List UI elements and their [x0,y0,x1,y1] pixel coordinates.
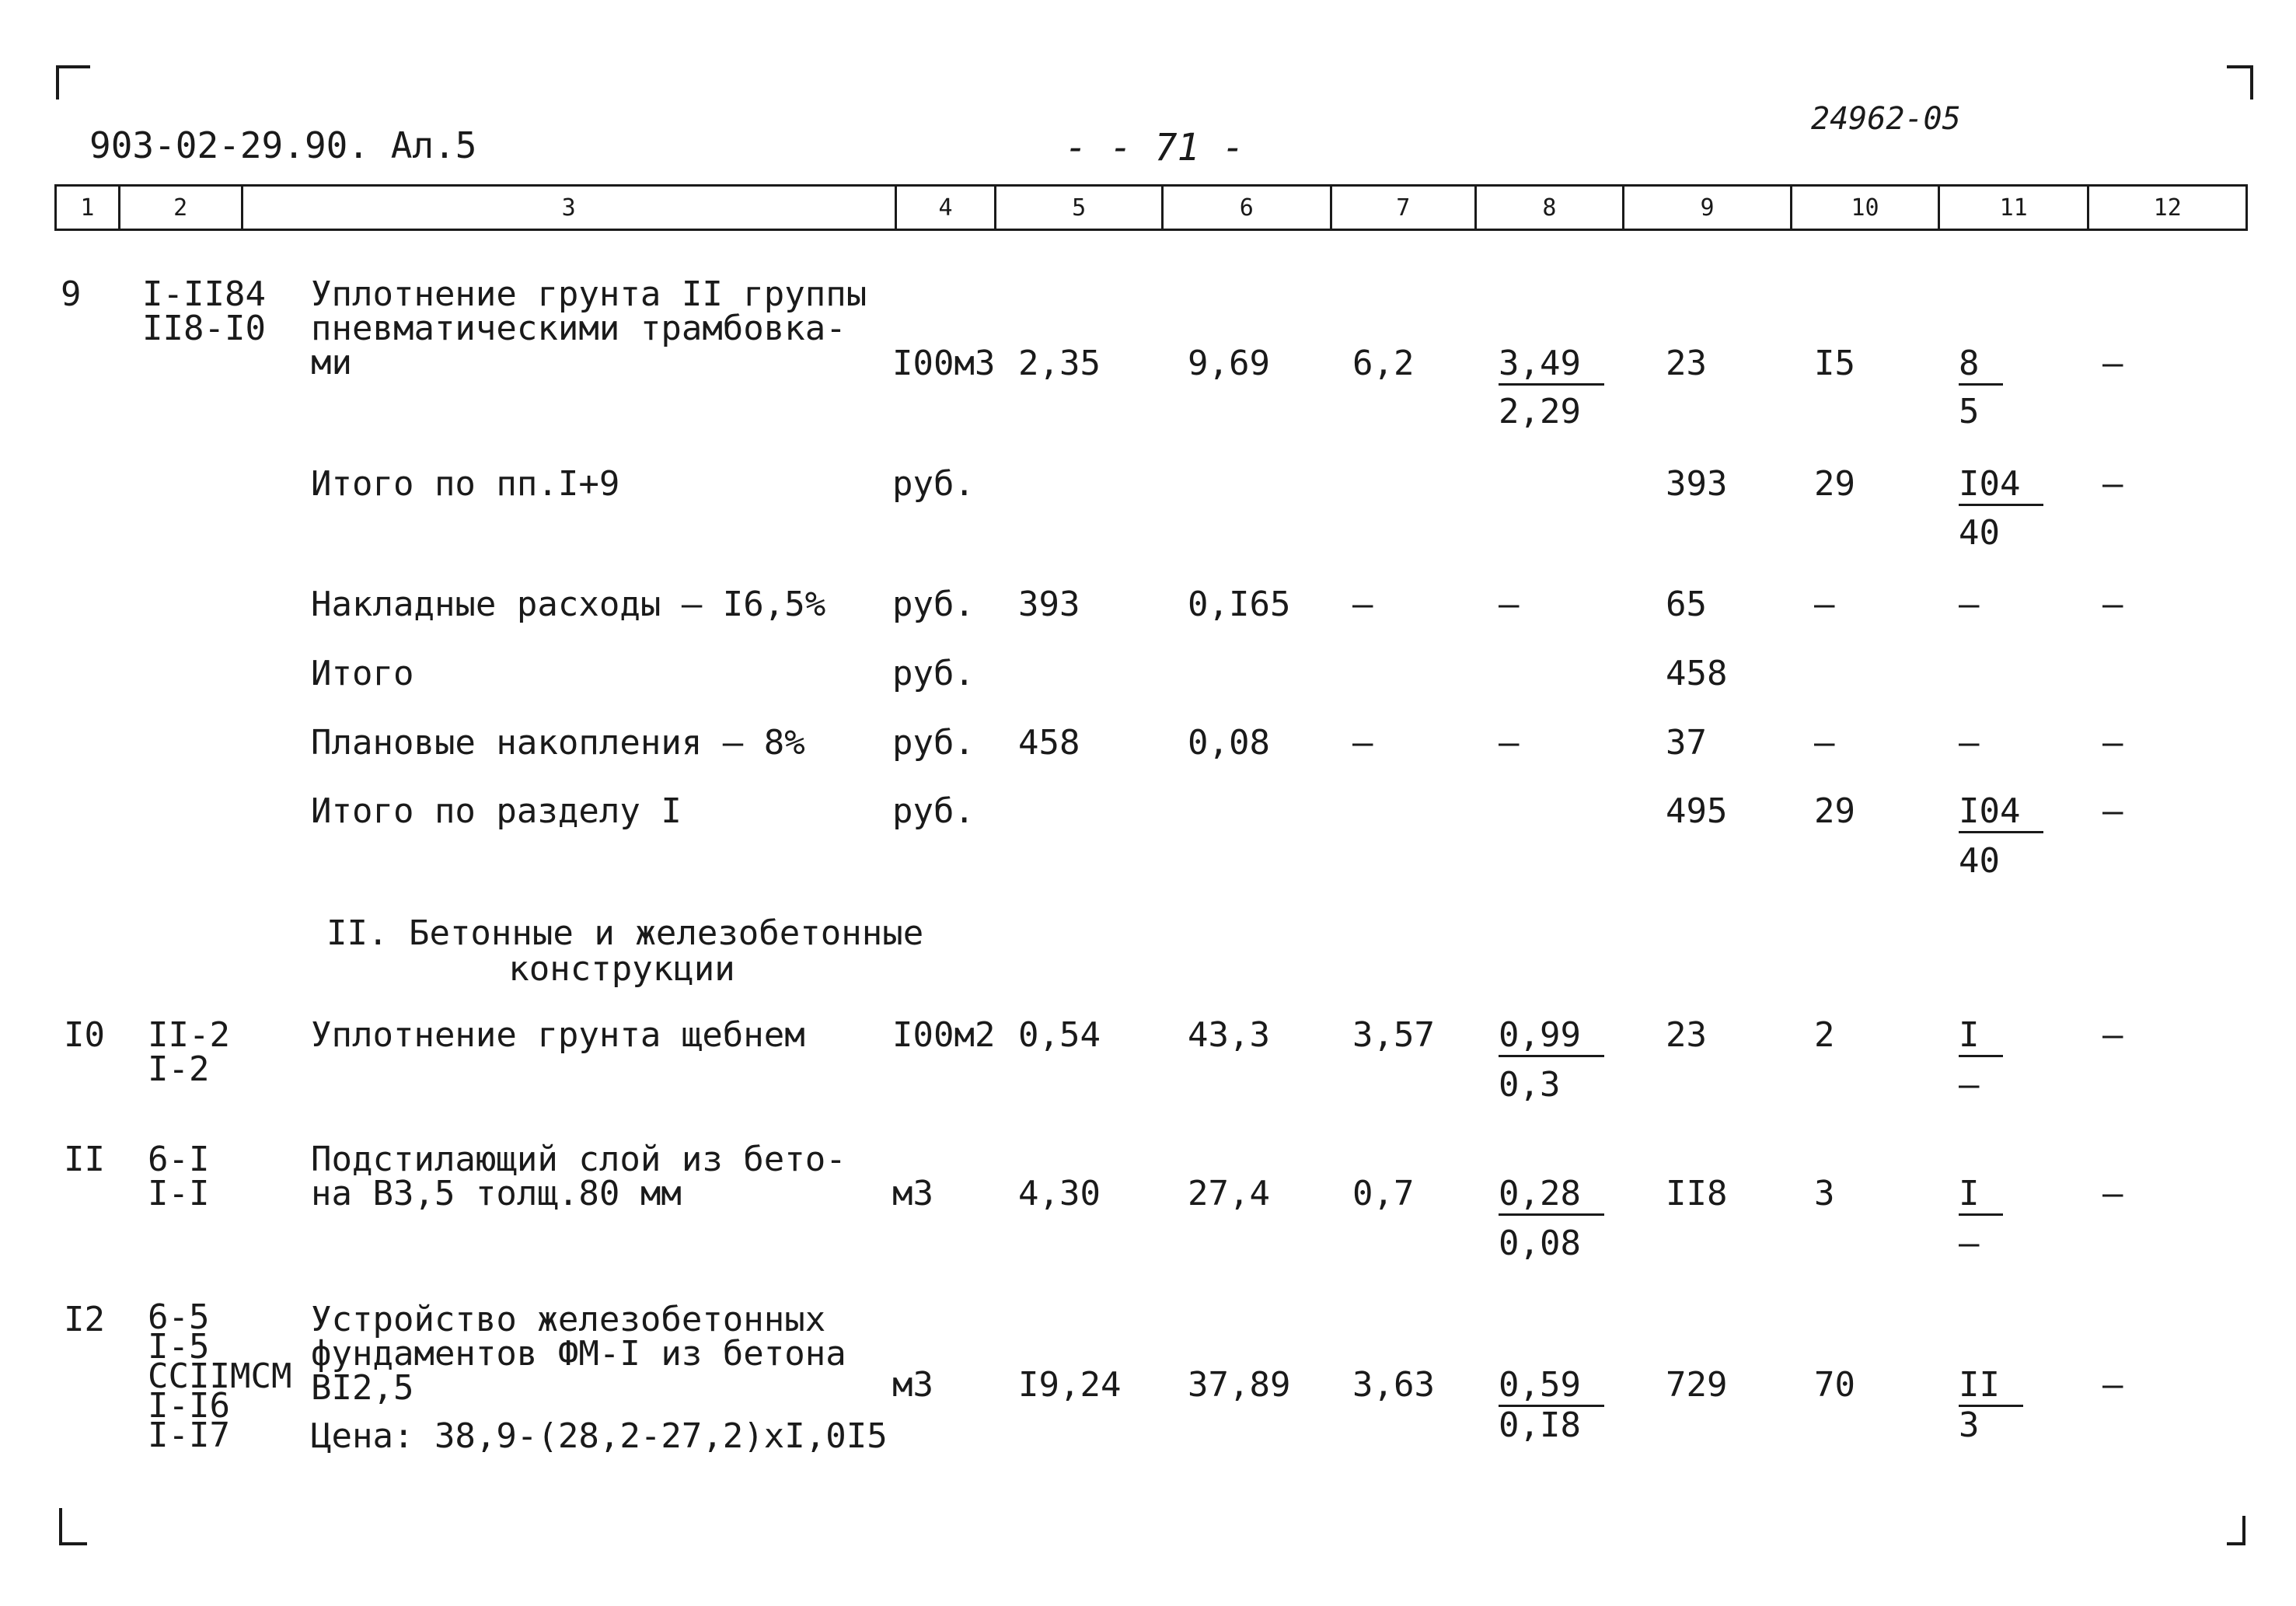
work-name: Уплотнение грунта щебнем [311,1015,805,1055]
unit-price: 27,4 [1188,1174,1270,1213]
machine-cost [1499,1174,1604,1213]
total-labor: I5 [1814,344,1855,383]
total-cost: 23 [1666,1015,1707,1055]
total-cost: 37 [1666,723,1707,763]
norm-code: II-2 I-2 [148,1015,230,1089]
document-code: 903-02-29.90. Ал.5 [89,124,477,166]
machine-wage: 2,29 [1499,392,1581,431]
total-machine-wage: 40 [1959,513,2000,553]
row-number: I2 [64,1300,105,1339]
col-12-value: – [2102,1365,2123,1405]
labor-cost: 6,2 [1352,344,1415,383]
column-header-10: 10 [1792,187,1940,229]
labor-cost: 0,7 [1352,1174,1415,1213]
total-machine-top: 8 [1959,344,2003,386]
unit: I00м3 [892,344,996,383]
archive-number: 24962-05 [1811,101,1961,137]
column-header-8: 8 [1477,187,1624,229]
total-labor: 29 [1814,791,1855,831]
quantity: 4,30 [1018,1174,1101,1213]
labor-cost: – [1352,585,1373,624]
column-number-header [54,184,2248,231]
total-machine [1959,1174,2003,1213]
norm-code: 6-I I-I [148,1140,210,1213]
total-machine [1959,1365,2023,1405]
total-cost: 495 [1666,791,1728,831]
column-header-5: 5 [996,187,1164,229]
column-header-11: 11 [1940,187,2090,229]
corner-mark-bottom-right [2227,1516,2245,1545]
total-machine [1959,1015,2003,1055]
quantity: 2,35 [1018,344,1101,383]
total-machine [1959,344,2003,383]
row-number: 9 [61,274,82,314]
col-12-value: – [2102,791,2123,831]
column-header-2: 2 [120,187,243,229]
column-header-12: 12 [2153,194,2182,222]
machine-cost [1499,1365,1604,1405]
total-machine [1959,464,2043,504]
total-labor: 29 [1814,464,1855,504]
quantity: I9,24 [1018,1365,1122,1405]
unit: руб. [892,723,975,763]
total-machine-wage: – [1959,1224,1980,1263]
row-number: I0 [64,1015,105,1055]
total-machine-wage: 40 [1959,841,2000,881]
work-name: Итого по пп.I+9 [311,464,620,504]
total-cost: 65 [1666,585,1707,624]
unit-price: 43,3 [1188,1015,1270,1055]
column-header-1: 1 [57,187,120,229]
total-cost: 729 [1666,1365,1728,1405]
work-name: Подстилающий слой из бето- на В3,5 толщ.80 мм [311,1140,846,1213]
total-machine-top: II [1959,1365,2023,1407]
total-machine-top: I04 [1959,791,2043,833]
total-cost: 393 [1666,464,1728,504]
total-machine [1959,791,2043,831]
machine-cost [1499,1015,1604,1055]
unit: руб. [892,464,975,504]
column-header-9: 9 [1624,187,1793,229]
corner-mark-top-right [2227,65,2253,100]
quantity: 0,54 [1018,1015,1101,1055]
machine-cost: – [1499,723,1520,763]
col-12-value: – [2102,723,2123,763]
machine-cost [1499,344,1604,383]
unit: руб. [892,791,975,831]
total-machine-wage: – [1959,1065,1980,1105]
total-machine-top: I04 [1959,464,2043,506]
unit: м3 [892,1174,933,1213]
row-number: II [64,1140,105,1179]
machine-cost-top: 0,59 [1499,1365,1604,1407]
total-labor: 2 [1814,1015,1835,1055]
work-name: Накладные расходы – I6,5% [311,585,826,624]
col-12-value: – [2102,1174,2123,1213]
total-machine: – [1959,723,1980,763]
unit-price: 0,08 [1188,723,1270,763]
col-12-value: – [2102,585,2123,624]
corner-mark-bottom-left [59,1508,87,1545]
work-name: Плановые накопления – 8% [311,723,805,763]
total-cost: 23 [1666,344,1707,383]
total-machine-top: I [1959,1015,2003,1057]
labor-cost: 3,57 [1352,1015,1435,1055]
work-name: Итого [311,654,414,693]
total-cost: 458 [1666,654,1728,693]
column-header-6: 6 [1164,187,1332,229]
unit: руб. [892,585,975,624]
page-number: - - 71 - [1065,126,1245,169]
machine-cost-top: 0,28 [1499,1174,1604,1216]
quantity: 393 [1018,585,1080,624]
machine-cost: – [1499,585,1520,624]
machine-wage: 0,08 [1499,1224,1581,1263]
total-cost: II8 [1666,1174,1728,1213]
price-formula: Цена: 38,9-(28,2-27,2)хI,0I5 [311,1416,888,1456]
unit: м3 [892,1365,933,1405]
machine-cost-top: 0,99 [1499,1015,1604,1057]
quantity: 458 [1018,723,1080,763]
unit-price: 9,69 [1188,344,1270,383]
total-machine-wage: 5 [1959,392,1980,431]
section-heading: II. Бетонные и железобетонные конструкции [326,913,924,989]
work-name: Итого по разделу I [311,791,682,831]
machine-wage: 0,3 [1499,1065,1561,1105]
total-labor: – [1814,723,1835,763]
work-name: Уплотнение грунта II группы пневматическими трамбовка- ми [311,274,867,382]
total-machine-wage: 3 [1959,1405,1980,1445]
labor-cost: 3,63 [1352,1365,1435,1405]
col-12-value: – [2102,344,2123,383]
total-labor: 3 [1814,1174,1835,1213]
machine-wage: 0,I8 [1499,1405,1581,1445]
machine-cost-top: 3,49 [1499,344,1604,386]
corner-mark-top-left [56,65,90,100]
norm-code: I-II84 II8-I0 [142,274,266,348]
column-header-4: 4 [897,187,997,229]
unit: руб. [892,654,975,693]
work-name: Устройство железобетонных фундаментов ФМ-I из бетона ВI2,5 [311,1300,846,1408]
col-12-value: – [2102,464,2123,504]
total-machine: – [1959,585,1980,624]
unit-price: 37,89 [1188,1365,1291,1405]
total-machine-top: I [1959,1174,2003,1216]
column-header-7: 7 [1332,187,1478,229]
labor-cost: – [1352,723,1373,763]
unit-price: 0,I65 [1188,585,1291,624]
unit: I00м2 [892,1015,996,1055]
total-labor: 70 [1814,1365,1855,1405]
column-header-3: 3 [243,187,897,229]
total-labor: – [1814,585,1835,624]
norm-code: 6-5 I-5 CCIIMCM I-I6 I-I7 [148,1297,292,1455]
col-12-value: – [2102,1015,2123,1055]
